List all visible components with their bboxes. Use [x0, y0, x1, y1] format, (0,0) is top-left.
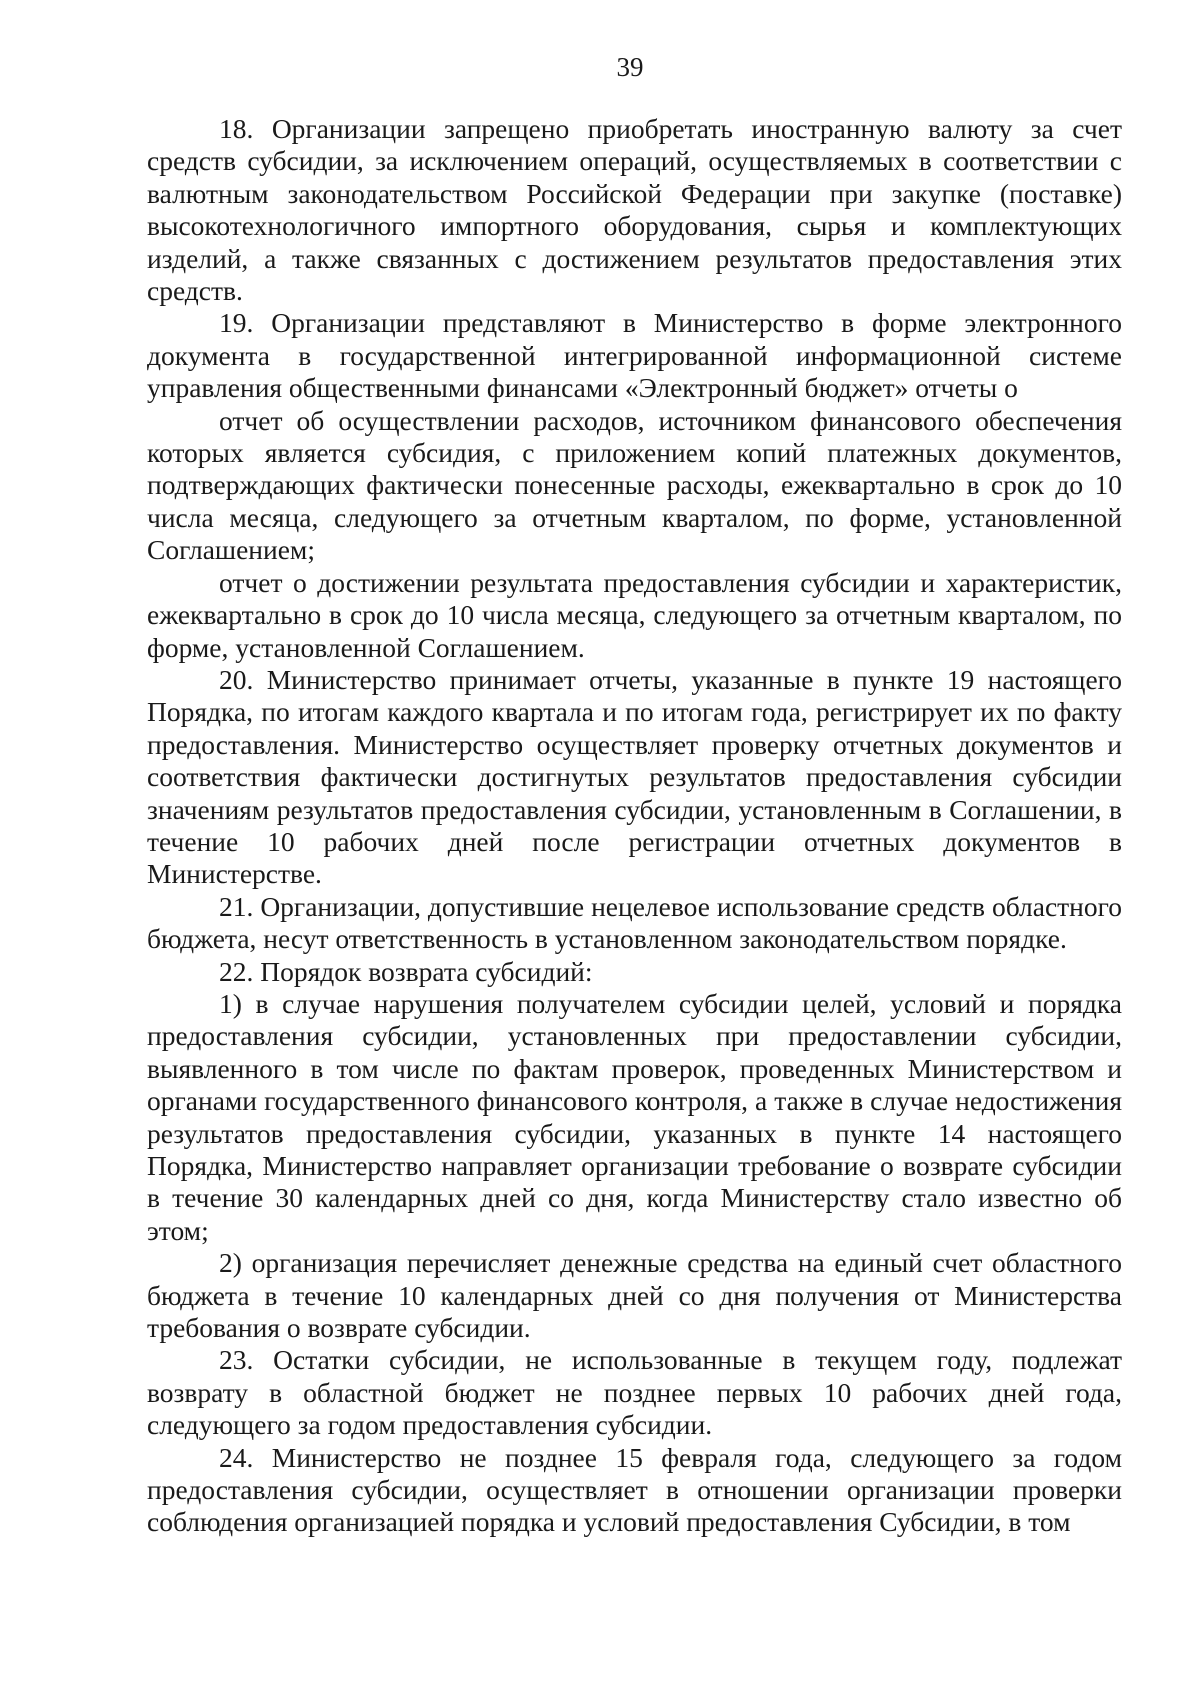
paragraph-19-report-results: отчет о достижении результата предоставления субсидии и характеристик, ежеквартально в срок до 10 числа месяца, следующего за отчетным кварталом, по форме, установленной Соглашением. [147, 566, 1122, 663]
paragraph-19-report-expenses: отчет об осуществлении расходов, источником финансового обеспечения которых является субсидия, с приложением копий платежных документов, подтверждающих фактически понесенные расходы, ежеквартально в срок до 10 числа месяца, следующего за отчетным кварталом, по форме, установленной Соглашением; [147, 404, 1122, 566]
paragraph-18: 18. Организации запрещено приобретать иностранную валюту за счет средств субсидии, за исключением операций, осуществляемых в соответствии с валютным законодательством Российской Федерации при закупке (поставке) высокотехнологичного импортного оборудования, сырья и комплектующих изделий, а также связанных с достижением результатов предоставления этих средств. [147, 113, 1122, 307]
paragraph-22: 22. Порядок возврата субсидий: [219, 955, 593, 987]
paragraph-20: 20. Министерство принимает отчеты, указанные в пункте 19 настоящего Порядка, по итогам каждого квартала и по итогам года, регистрирует их по факту предоставления. Министерство осуществляет проверку отчетных документов и соответствия фактически достигнутых результатов предоставления субсидии значениям результатов предоставления субсидии, установленным в Соглашении, в течение 10 рабочих дней после регистрации отчетных документов в Министерстве. [147, 663, 1122, 890]
paragraph-22-item-1: 1) в случае нарушения получателем субсидии целей, условий и порядка предоставления субсидии, установленных при предоставлении субсидии, выявленного в том числе по фактам проверок, проведенных Министерством и органами государственного финансового контроля, а также в случае недостижения результатов предоставления субсидии, указанных в пункте 14 настоящего Порядка, Министерство направляет организации требование о возврате субсидии в течение 30 календарных дней со дня, когда Министерству стало известно об этом; [147, 987, 1122, 1246]
paragraph-21: 21. Организации, допустившие нецелевое использование средств областного бюджета, несут ответственность в установленном законодательством порядке. [147, 890, 1122, 955]
paragraph-23: 23. Остатки субсидии, не использованные в текущем году, подлежат возврату в областной бюджет не позднее первых 10 рабочих дней года, следующего за годом предоставления субсидии. [147, 1344, 1122, 1441]
paragraph-22-item-2: 2) организация перечисляет денежные средства на единый счет областного бюджета в течение 10 календарных дней со дня получения от Министерства требования о возврате субсидии. [147, 1247, 1122, 1344]
document-body [147, 113, 1122, 1539]
page-number: 39 [616, 52, 644, 82]
paragraph-24: 24. Министерство не позднее 15 февраля года, следующего за годом предоставления субсидии, осуществляет в отношении организации проверки соблюдения организацией порядка и условий предоставления Субсидии, в том [147, 1441, 1122, 1538]
paragraph-19: 19. Организации представляют в Министерство в форме электронного документа в государственной интегрированной информационной системе управления общественными финансами «Электронный бюджет» отчеты о [147, 307, 1122, 404]
